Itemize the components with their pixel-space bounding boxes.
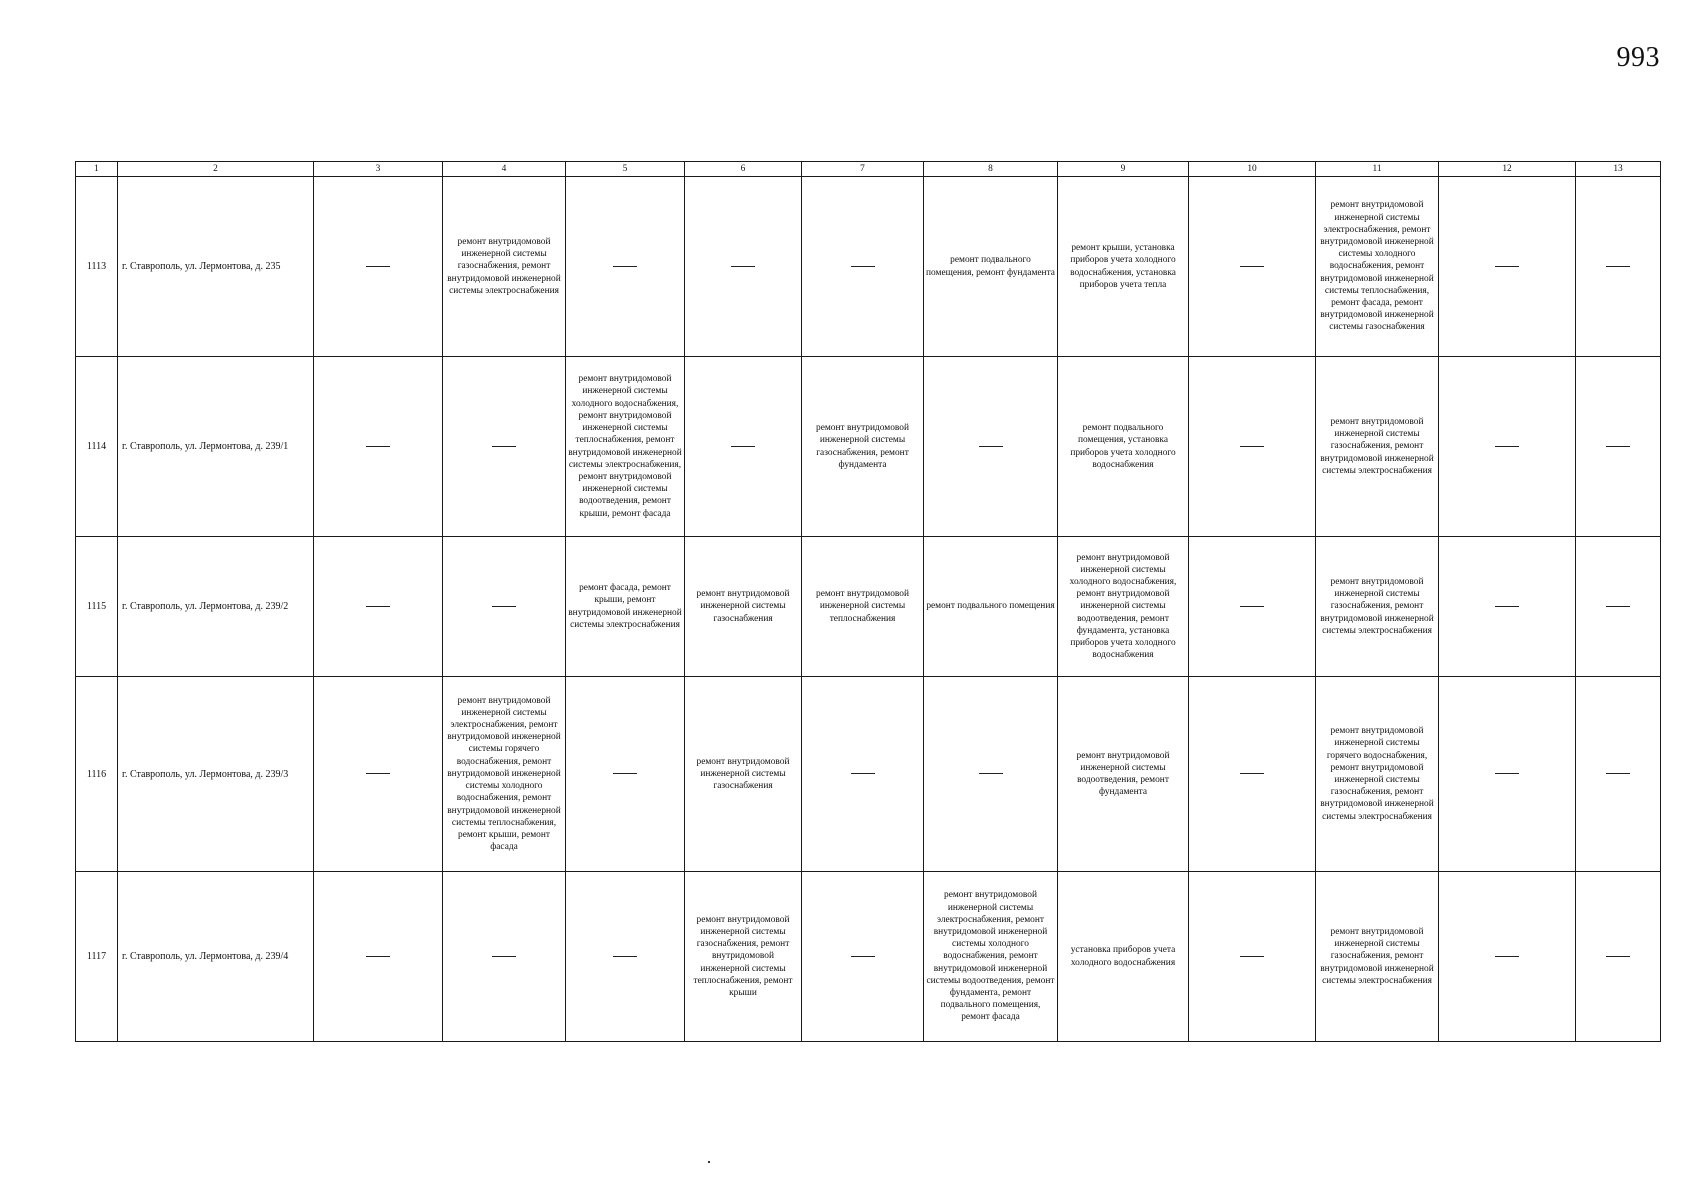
column-header-2: 2 <box>118 162 314 177</box>
table-row <box>76 177 1661 357</box>
page-number: 993 <box>1616 42 1660 73</box>
address-cell: г. Ставрополь, ул. Лермонтова, д. 239/4 <box>118 872 314 1042</box>
column-header-12: 12 <box>1439 162 1576 177</box>
table-row <box>76 677 1661 872</box>
works-cell-col-11: ремонт внутридомовой инженерной системы газоснабжения, ремонт внутридомовой инженерной системы электроснабжения <box>1316 357 1439 537</box>
column-header-6: 6 <box>685 162 802 177</box>
works-cell-col-11: ремонт внутридомовой инженерной системы газоснабжения, ремонт внутридомовой инженерной системы электроснабжения <box>1316 537 1439 677</box>
works-cell-col-11: ремонт внутридомовой инженерной системы электроснабжения, ремонт внутридомовой инженерной системы холодного водоснабжения, ремонт внутридомовой инженерной системы теплоснабжения, ремонт фасада, ремонт внутридомовой инженерной системы газоснабжения <box>1316 177 1439 357</box>
works-cell-col-10 <box>1189 177 1316 357</box>
row-number: 1114 <box>76 357 118 537</box>
works-cell-col-6 <box>685 177 802 357</box>
dash-mark <box>1606 606 1630 607</box>
works-cell-col-4 <box>443 872 566 1042</box>
column-header-10: 10 <box>1189 162 1316 177</box>
works-cell-col-12 <box>1439 537 1576 677</box>
column-header-5: 5 <box>566 162 685 177</box>
works-cell-col-10 <box>1189 357 1316 537</box>
works-cell-col-3 <box>314 537 443 677</box>
column-header-8: 8 <box>924 162 1058 177</box>
column-header-4: 4 <box>443 162 566 177</box>
works-cell-col-6: ремонт внутридомовой инженерной системы газоснабжения <box>685 537 802 677</box>
dash-mark <box>366 446 390 447</box>
works-cell-col-7: ремонт внутридомовой инженерной системы теплоснабжения <box>802 537 924 677</box>
works-cell-col-9: ремонт внутридомовой инженерной системы холодного водоснабжения, ремонт внутридомовой инженерной системы водоотведения, ремонт фундамента, установка приборов учета холодного водоснабжения <box>1058 537 1189 677</box>
dash-mark <box>1240 773 1264 774</box>
dash-mark <box>366 266 390 267</box>
dash-mark <box>1495 446 1519 447</box>
works-cell-col-7 <box>802 872 924 1042</box>
works-cell-col-6: ремонт внутридомовой инженерной системы газоснабжения <box>685 677 802 872</box>
address-cell: г. Ставрополь, ул. Лермонтова, д. 239/1 <box>118 357 314 537</box>
column-header-9: 9 <box>1058 162 1189 177</box>
dash-mark <box>492 956 516 957</box>
works-cell-col-3 <box>314 177 443 357</box>
works-cell-col-8: ремонт подвального помещения, ремонт фундамента <box>924 177 1058 357</box>
works-cell-col-3 <box>314 357 443 537</box>
works-cell-col-12 <box>1439 177 1576 357</box>
works-cell-col-7 <box>802 177 924 357</box>
row-number: 1117 <box>76 872 118 1042</box>
dash-mark <box>1240 266 1264 267</box>
dash-mark <box>366 956 390 957</box>
works-cell-col-12 <box>1439 872 1576 1042</box>
works-cell-col-4: ремонт внутридомовой инженерной системы электроснабжения, ремонт внутридомовой инженерной системы горячего водоснабжения, ремонт внутридомовой инженерной системы холодного водоснабжения, ремонт внутридомовой инженерной системы теплоснабжения, ремонт крыши, ремонт фасада <box>443 677 566 872</box>
repair-schedule-table <box>75 161 1661 1042</box>
dash-mark <box>366 606 390 607</box>
dash-mark <box>492 606 516 607</box>
works-cell-col-7: ремонт внутридомовой инженерной системы газоснабжения, ремонт фундамента <box>802 357 924 537</box>
column-header-1: 1 <box>76 162 118 177</box>
dash-mark <box>1240 956 1264 957</box>
works-cell-col-4: ремонт внутридомовой инженерной системы газоснабжения, ремонт внутридомовой инженерной системы электроснабжения <box>443 177 566 357</box>
works-cell-col-6: ремонт внутридомовой инженерной системы газоснабжения, ремонт внутридомовой инженерной системы теплоснабжения, ремонт крыши <box>685 872 802 1042</box>
dash-mark <box>613 956 637 957</box>
dash-mark <box>1606 266 1630 267</box>
address-cell: г. Ставрополь, ул. Лермонтова, д. 239/2 <box>118 537 314 677</box>
column-header-3: 3 <box>314 162 443 177</box>
works-cell-col-10 <box>1189 537 1316 677</box>
works-cell-col-8: ремонт подвального помещения <box>924 537 1058 677</box>
address-cell: г. Ставрополь, ул. Лермонтова, д. 239/3 <box>118 677 314 872</box>
column-number-row <box>76 162 1661 177</box>
works-cell-col-12 <box>1439 677 1576 872</box>
table-row <box>76 872 1661 1042</box>
works-cell-col-4 <box>443 357 566 537</box>
table-row <box>76 357 1661 537</box>
dash-mark <box>1495 606 1519 607</box>
works-cell-col-11: ремонт внутридомовой инженерной системы газоснабжения, ремонт внутридомовой инженерной системы электроснабжения <box>1316 872 1439 1042</box>
works-cell-col-10 <box>1189 872 1316 1042</box>
works-cell-col-13 <box>1576 677 1661 872</box>
dash-mark <box>1240 446 1264 447</box>
works-cell-col-3 <box>314 677 443 872</box>
dash-mark <box>1495 266 1519 267</box>
dash-mark <box>613 773 637 774</box>
works-cell-col-13 <box>1576 872 1661 1042</box>
works-cell-col-5 <box>566 872 685 1042</box>
row-number: 1115 <box>76 537 118 677</box>
address-cell: г. Ставрополь, ул. Лермонтова, д. 235 <box>118 177 314 357</box>
works-cell-col-12 <box>1439 357 1576 537</box>
table-body <box>76 177 1661 1042</box>
column-header-7: 7 <box>802 162 924 177</box>
dash-mark <box>1495 773 1519 774</box>
row-number: 1116 <box>76 677 118 872</box>
works-cell-col-8 <box>924 677 1058 872</box>
works-cell-col-11: ремонт внутридомовой инженерной системы горячего водоснабжения, ремонт внутридомовой инженерной системы газоснабжения, ремонт внутридомовой инженерной системы электроснабжения <box>1316 677 1439 872</box>
works-cell-col-7 <box>802 677 924 872</box>
works-cell-col-13 <box>1576 537 1661 677</box>
works-cell-col-13 <box>1576 357 1661 537</box>
works-cell-col-8 <box>924 357 1058 537</box>
dash-mark <box>1606 956 1630 957</box>
works-cell-col-9: ремонт внутридомовой инженерной системы водоотведения, ремонт фундамента <box>1058 677 1189 872</box>
scan-dot <box>708 1161 710 1163</box>
dash-mark <box>731 266 755 267</box>
works-cell-col-10 <box>1189 677 1316 872</box>
dash-mark <box>851 266 875 267</box>
works-cell-col-5: ремонт фасада, ремонт крыши, ремонт внутридомовой инженерной системы электроснабжения <box>566 537 685 677</box>
dash-mark <box>979 446 1003 447</box>
table-row <box>76 537 1661 677</box>
dash-mark <box>1240 606 1264 607</box>
dash-mark <box>851 956 875 957</box>
works-cell-col-13 <box>1576 177 1661 357</box>
dash-mark <box>492 446 516 447</box>
works-cell-col-8: ремонт внутридомовой инженерной системы электроснабжения, ремонт внутридомовой инженерной системы холодного водоснабжения, ремонт внутридомовой инженерной системы водоотведения, ремонт фундамента, ремонт подвального помещения, ремонт фасада <box>924 872 1058 1042</box>
works-cell-col-6 <box>685 357 802 537</box>
dash-mark <box>731 446 755 447</box>
row-number: 1113 <box>76 177 118 357</box>
works-cell-col-5: ремонт внутридомовой инженерной системы холодного водоснабжения, ремонт внутридомовой инженерной системы теплоснабжения, ремонт внутридомовой инженерной системы электроснабжения, ремонт внутридомовой инженерной системы водоотведения, ремонт крыши, ремонт фасада <box>566 357 685 537</box>
column-header-13: 13 <box>1576 162 1661 177</box>
dash-mark <box>1606 773 1630 774</box>
dash-mark <box>851 773 875 774</box>
works-cell-col-5 <box>566 177 685 357</box>
dash-mark <box>1606 446 1630 447</box>
works-cell-col-3 <box>314 872 443 1042</box>
column-header-11: 11 <box>1316 162 1439 177</box>
dash-mark <box>366 773 390 774</box>
works-cell-col-5 <box>566 677 685 872</box>
works-cell-col-9: установка приборов учета холодного водоснабжения <box>1058 872 1189 1042</box>
dash-mark <box>613 266 637 267</box>
dash-mark <box>979 773 1003 774</box>
works-cell-col-4 <box>443 537 566 677</box>
dash-mark <box>1495 956 1519 957</box>
works-cell-col-9: ремонт подвального помещения, установка приборов учета холодного водоснабжения <box>1058 357 1189 537</box>
works-cell-col-9: ремонт крыши, установка приборов учета холодного водоснабжения, установка приборов учета тепла <box>1058 177 1189 357</box>
